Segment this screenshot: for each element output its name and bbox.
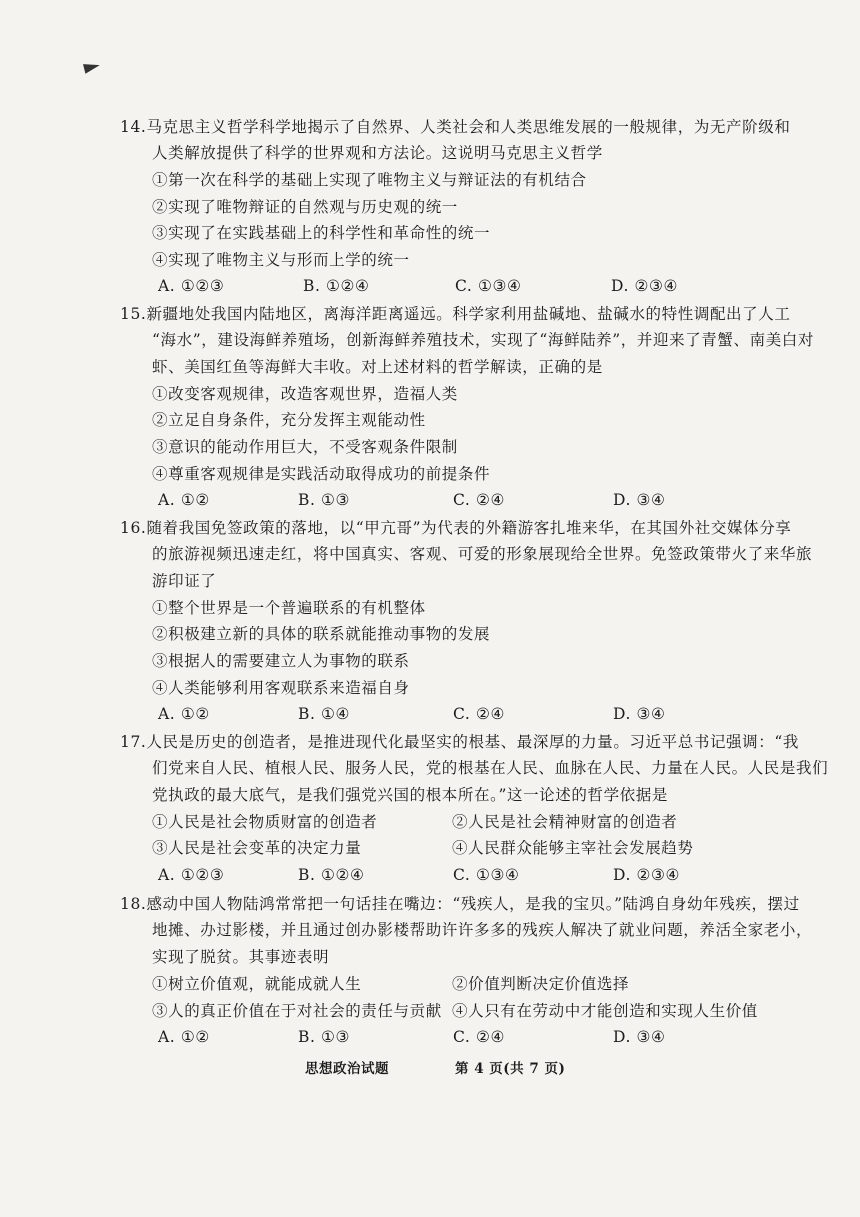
q15-option-d: D. ③④ [613, 491, 666, 509]
q15-stem-line-1: 15.新疆地处我国内陆地区，离海洋距离遥远。科学家利用盐碱地、盐碱水的特性调配出了人工 [120, 305, 791, 323]
q16-stem-line-1: 16.随着我国免签政策的落地，以“甲亢哥”为代表的外籍游客扎堆来华，在其国外社交媒体分享 [120, 519, 792, 537]
q14-stem-line-2: 人类解放提供了科学的世界观和方法论。这说明马克思主义哲学 [152, 144, 603, 162]
q14-statement-4: ④实现了唯物主义与形而上学的统一 [152, 251, 410, 269]
q15-statement-3: ③意识的能动作用巨大，不受客观条件限制 [152, 438, 458, 456]
q17-option-a: A. ①②③ [158, 866, 225, 884]
q18-statement-4: ④人只有在劳动中才能创造和实现人生价值 [452, 1002, 758, 1020]
q15-statement-2: ②立足自身条件，充分发挥主观能动性 [152, 411, 426, 429]
q17-option-d: D. ②③④ [613, 866, 681, 884]
q15-statement-4: ④尊重客观规律是实践活动取得成功的前提条件 [152, 465, 491, 483]
q16-statement-2: ②积极建立新的具体的联系就能推动事物的发展 [152, 625, 491, 643]
q16-statement-1: ①整个世界是一个普遍联系的有机整体 [152, 599, 426, 617]
q17-option-b: B. ①②④ [298, 866, 365, 884]
q14-option-a: A. ①②③ [158, 277, 225, 295]
q14-stem-line-1: 14.马克思主义哲学科学地揭示了自然界、人类社会和人类思维发展的一般规律，为无产阶级和 [120, 118, 791, 136]
q17-stem-line-1: 17.人民是历史的创造者，是推进现代化最坚实的根基、最深厚的力量。习近平总书记强调：“我 [120, 733, 799, 751]
q16-statement-4: ④人类能够利用客观联系来造福自身 [152, 679, 410, 697]
q18-option-d: D. ③④ [613, 1028, 666, 1046]
q14-option-c: C. ①③④ [455, 277, 522, 295]
q15-option-a: A. ①② [158, 491, 210, 509]
q17-option-c: C. ①③④ [453, 866, 520, 884]
q17-statement-2: ②人民是社会精神财富的创造者 [452, 813, 678, 831]
q17-statement-4: ④人民群众能够主宰社会发展趋势 [452, 839, 694, 857]
q17-stem-line-3: 党执政的最大底气，是我们强党兴国的根本所在。”这一论述的哲学依据是 [152, 786, 668, 804]
q16-option-d: D. ③④ [613, 705, 666, 723]
q18-statement-1: ①树立价值观，就能成就人生 [152, 975, 362, 993]
q18-option-c: C. ②④ [453, 1028, 505, 1046]
q14-option-b: B. ①②④ [303, 277, 370, 295]
q15-stem-line-2: “海水”，建设海鲜养殖场，创新海鲜养殖技术，实现了“海鲜陆养”，并迎来了青蟹、南美白对 [152, 331, 814, 349]
q18-statement-3: ③人的真正价值在于对社会的责任与贡献 [152, 1002, 442, 1020]
q16-stem-line-3: 游印证了 [152, 572, 217, 590]
q14-statement-1: ①第一次在科学的基础上实现了唯物主义与辩证法的有机结合 [152, 171, 587, 189]
q14-statement-3: ③实现了在实践基础上的科学性和革命性的统一 [152, 224, 491, 242]
q16-stem-line-2: 的旅游视频迅速走红，将中国真实、客观、可爱的形象展现给全世界。免签政策带火了来华旅 [152, 545, 813, 563]
q14-statement-2: ②实现了唯物辩证的自然观与历史观的统一 [152, 198, 458, 216]
q16-statement-3: ③根据人的需要建立人为事物的联系 [152, 652, 410, 670]
corner-registration-mark [83, 60, 101, 74]
footer-subject: 思想政治试题 [305, 1061, 389, 1077]
q17-stem-line-2: 们党来自人民、植根人民、服务人民，党的根基在人民、血脉在人民、力量在人民。人民是我们 [152, 759, 829, 777]
q15-option-c: C. ②④ [453, 491, 505, 509]
q17-statement-1: ①人民是社会物质财富的创造者 [152, 813, 378, 831]
q16-option-c: C. ②④ [453, 705, 505, 723]
q18-stem-line-1: 18.感动中国人物陆鸿常常把一句话挂在嘴边：“残疾人，是我的宝贝。”陆鸿自身幼年残疾，摆过 [120, 895, 800, 913]
q15-option-b: B. ①③ [298, 491, 351, 509]
q17-statement-3: ③人民是社会变革的决定力量 [152, 839, 362, 857]
q15-stem-line-3: 虾、美国红鱼等海鲜大丰收。对上述材料的哲学解读，正确的是 [152, 358, 603, 376]
q18-stem-line-3: 实现了脱贫。其事迹表明 [152, 948, 330, 966]
q16-option-a: A. ①② [158, 705, 210, 723]
q15-statement-1: ①改变客观规律，改造客观世界，造福人类 [152, 385, 458, 403]
q18-stem-line-2: 地摊、办过影楼，并且通过创办影楼帮助许许多多的残疾人解决了就业问题，养活全家老小， [152, 921, 813, 939]
q18-option-b: B. ①③ [298, 1028, 351, 1046]
q18-option-a: A. ①② [158, 1028, 210, 1046]
footer-page-number: 第 4 页(共 7 页) [455, 1061, 566, 1077]
q18-statement-2: ②价值判断决定价值选择 [452, 975, 630, 993]
q14-option-d: D. ②③④ [611, 277, 679, 295]
q16-option-b: B. ①④ [298, 705, 351, 723]
